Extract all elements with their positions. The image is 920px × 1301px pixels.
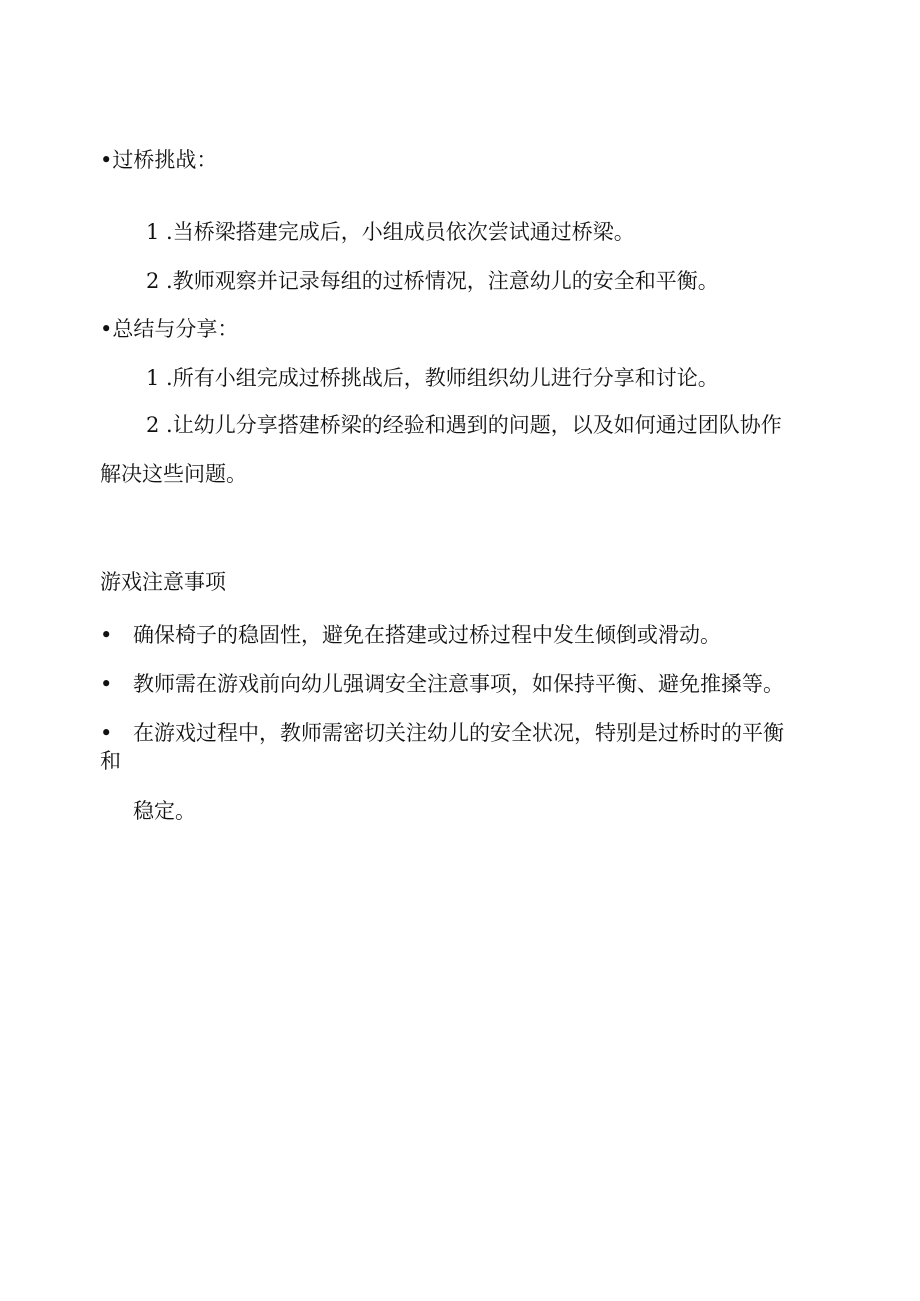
list-item-wrap: 和 xyxy=(100,749,121,773)
list-item: 在游戏过程中，教师需密切关注幼儿的安全状况，特别是过桥时的平衡 xyxy=(133,721,784,745)
list-item: 1 .当桥梁搭建完成后，小组成员依次尝试通过桥梁。 xyxy=(146,220,635,244)
list-item: 确保椅子的稳固性，避免在搭建或过桥过程中发生倾倒或滑动。 xyxy=(133,623,721,647)
list-item: 教师需在游戏前向幼儿强调安全注意事项，如保持平衡、避免推搡等。 xyxy=(133,672,784,696)
section-title-summary: •总结与分享： xyxy=(100,317,239,341)
bullet-icon: • xyxy=(100,623,113,647)
notes-heading: 游戏注意事项 xyxy=(100,570,226,594)
bullet-icon: • xyxy=(100,721,113,745)
list-item: 1 .所有小组完成过桥挑战后，教师组织幼儿进行分享和讨论。 xyxy=(146,366,719,390)
bullet-icon: • xyxy=(100,672,113,696)
list-item-continuation: 稳定。 xyxy=(133,799,196,823)
list-item: 2 .让幼儿分享搭建桥梁的经验和遇到的问题，以及如何通过团队协作 xyxy=(146,413,782,437)
list-item-continuation: 解决这些问题。 xyxy=(100,462,247,486)
list-item: 2 .教师观察并记录每组的过桥情况，注意幼儿的安全和平衡。 xyxy=(146,269,719,293)
section-title-bridge-challenge: •过桥挑战： xyxy=(100,148,218,172)
